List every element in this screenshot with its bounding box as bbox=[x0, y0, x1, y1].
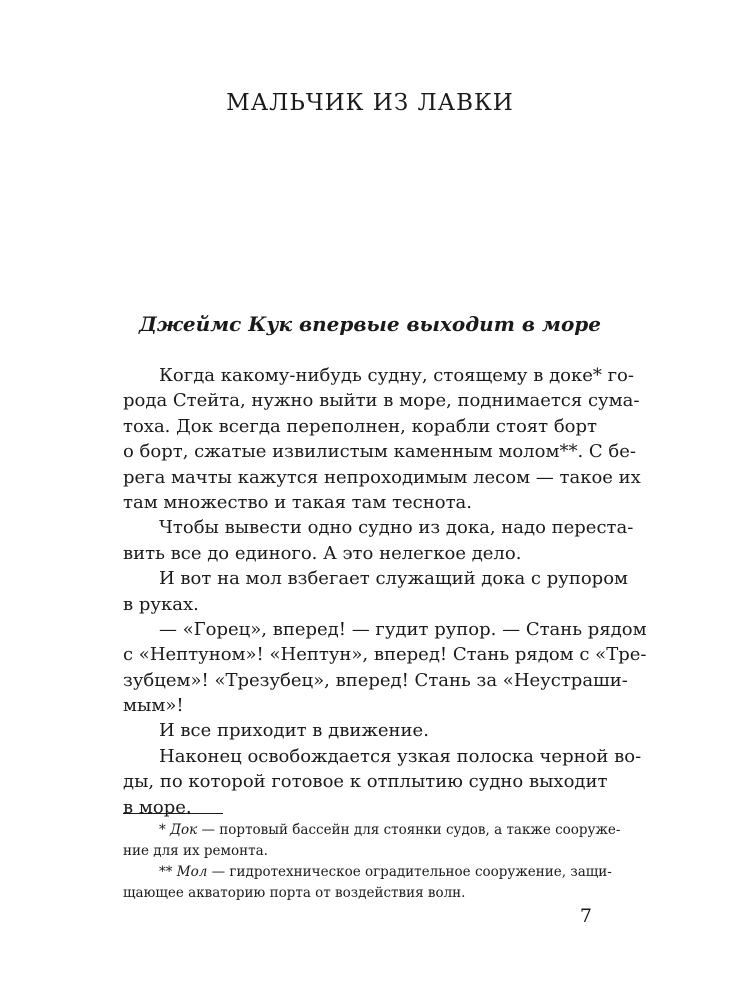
paragraph-line: И все приходит в движение. bbox=[159, 720, 429, 742]
footnote-line bbox=[123, 820, 621, 841]
paragraph-line: рода Стейта, нужно выйти в море, поднимается сума- bbox=[123, 390, 640, 412]
paragraph-line: Чтобы вывести одно судно из дока, надо переста- bbox=[159, 517, 634, 539]
footnotes bbox=[123, 820, 621, 904]
paragraph-line: И вот на мол взбегает служащий дока с рупором bbox=[159, 568, 629, 590]
paragraph-line: тоха. Док всегда переполнен, корабли стоят борт bbox=[123, 415, 597, 437]
page-number: 7 bbox=[579, 905, 592, 927]
chapter-title: МАЛЬЧИК ИЗ ЛАВКИ bbox=[226, 90, 514, 116]
footnote-text: — портовый бассейн для стоянки судов, а также сооруже- bbox=[201, 822, 621, 838]
footnote-line: щающее акваторию порта от воздействия волн. bbox=[123, 885, 466, 901]
paragraph-line: — «Горец», вперед! — гудит рупор. — Стань рядом bbox=[159, 618, 647, 640]
paragraph-line: в море. bbox=[123, 796, 192, 818]
paragraph-line: о борт, сжатые извилистым каменным молом**. С бе- bbox=[123, 441, 636, 463]
footnote-divider bbox=[123, 813, 223, 814]
paragraph-line: вить все до единого. А это нелегкое дело. bbox=[123, 542, 522, 564]
footnote-marker: * bbox=[159, 822, 166, 838]
chapter-subtitle: Джеймс Кук впервые выходит в море bbox=[138, 312, 601, 336]
paragraph-line: там множество и такая там теснота. bbox=[123, 491, 473, 513]
paragraph-line: зубцем»! «Трезубец», вперед! Стань за «Неустраши- bbox=[123, 669, 628, 691]
body-text bbox=[123, 363, 647, 820]
footnote-marker: ** bbox=[159, 864, 173, 880]
paragraph-line: в руках. bbox=[123, 593, 199, 615]
footnote-term: Док bbox=[170, 822, 198, 838]
paragraph-line: Наконец освобождается узкая полоска черной во- bbox=[159, 745, 642, 767]
footnote-text: — гидротехническое оградительное сооружение, защи- bbox=[211, 864, 612, 880]
paragraph-line: рега мачты кажутся непроходимым лесом — такое их bbox=[123, 466, 641, 488]
paragraph-line: Когда какому-нибудь судну, стоящему в доке* го- bbox=[159, 365, 634, 386]
footnote-line bbox=[123, 862, 612, 883]
paragraph-line: с «Нептуном»! «Нептун», вперед! Стань рядом с «Тре- bbox=[123, 644, 647, 666]
paragraph-line: ды, по которой готовое к отплытию судно выходит bbox=[123, 771, 608, 793]
footnote-line: ние для их ремонта. bbox=[123, 843, 268, 859]
footnote-term: Мол bbox=[176, 864, 208, 880]
paragraph-line: мым»! bbox=[123, 695, 184, 717]
